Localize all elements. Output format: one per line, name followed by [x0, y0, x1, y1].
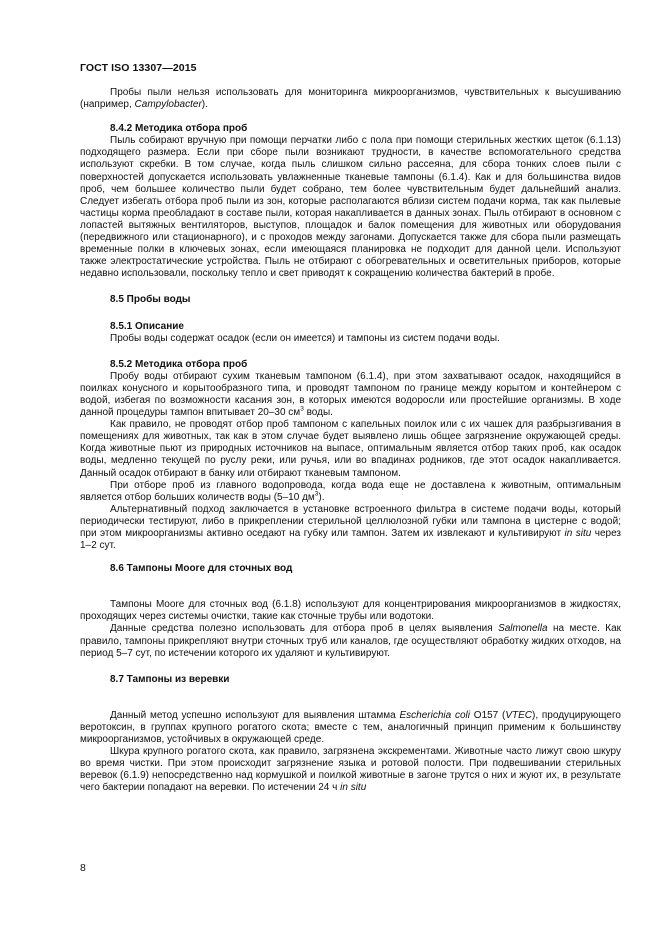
paragraph: Пробы пыли нельзя использовать для мониторинга микроорганизмов, чувствительных к высушиванию (например, Campylobacter). [80, 87, 621, 111]
section-heading-8-5-1: 8.5.1 Описание [110, 320, 184, 332]
paragraph: Пробы воды содержат осадок (если он имеется) и тампоны из систем подачи воды. [110, 332, 500, 344]
paragraph: При отборе проб из главного водопровода, когда вода еще не доставлена к животным, оптимальным является отбор больших количеств воды (5–10 $дм^3$). [80, 479, 621, 503]
standard-designation: ГОСТ ISO 13307—2015 [80, 62, 197, 74]
section-heading-8-7: 8.7 Тампоны из веревки [110, 673, 230, 685]
paragraph: Данные средства полезно использовать для отбора проб в целях выявления Salmonella на месте. Как правило, тампоны прикрепляют внутри сточных труб или каналов, где осуществляют обработку жидких отходов, на период 5–7 сут, по истечении которого их удаляют и культивируют. [80, 623, 621, 659]
paragraph: Шкура крупного рогатого скота, как правило, загрязнена экскрементами. Животные часто лижут свою шкуру во время чистки. При этом происходит загрязнение языка и ротовой полости. При подвешивании стерильных веревок (6.1.9) непосредственно над кормушкой и поилкой животные в загоне трутся о них и жуют их, в результате чего бактерии попадают на веревки. По истечении 24 ч in situ [80, 746, 621, 794]
paragraph: Как правило, не проводят отбор проб тампоном с капельных поилок или с их чашек для разбрызгивания в помещениях для животных, так как в этом случае будет выявлено лишь общее загрязнение окружающей среды. Когда животные пьют из природных источников на выпасе, оптимальным является отбор таких проб, как осадок воды, медленно текущей по руслу реки, или ручья, или во впадинах родников, где этот осадок накапливается. Данный осадок отбирают в банку или отбирают тканевым тампоном. [80, 419, 621, 479]
document-body [80, 87, 621, 795]
paragraph: Тампоны Moore для сточных вод (6.1.8) используют для концентрирования микроорганизмов в жидкостях, проходящих через системы очистки, такие как сточные трубы или водотоки. [80, 599, 621, 623]
paragraph: Пробу воды отбирают сухим тканевым тампоном (6.1.4), при этом захватывают осадок, находящийся в поилках конусного и корытообразного типа, и проводят тампоном по границе между корытом и контейнером с водой, избегая по возможности касания зон, в которых имеются водоросли или простейшие организмы. В ходе данной процедуры тампон впитывает 20–30 $см^3$ воды. [80, 370, 621, 419]
paragraph: Данный метод успешно используют для выявления штамма Escherichia coli O157 (VTEC), продуцирующего веротоксин, в группах крупного рогатого скота; вместе с тем, аналогичный принцип применим к большинству микроорганизмов, устойчивых в окружающей среде. [80, 709, 621, 746]
section-heading-8-4-2: 8.4.2 Методика отбора проб [110, 123, 248, 135]
paragraph: Пыль собирают вручную при помощи перчатки либо с пола при помощи стерильных жестких щеток (6.1.13) подходящего размера. Если при сборе пыли возникают трудности, в качестве вспомогательного средства используют скребки. В том случае, когда пыль слишком сильно рассеяна, для сбора тонких слоев пыли с поверхностей допускается использовать увлажненные тканевые тампоны (6.1.4). Как и для большинства видов проб, чем большее количество пыли будет собрано, тем более чувствительным будет дальнейший анализ. Следует избегать отбора проб пыли из зон, которые располагаются вблизи систем подачи корма, так как пылевые частицы корма преобладают в составе пыли, которая накапливается в данных зонах. Пыль отбирают в основном с лопастей вытяжных вентиляторов, выступов, площадок и балок помещения для животных или оборудования (передвижного или стационарного), и с проходов между загонами. Допускается также для сбора пыли размещать временные полки в ключевых зонах, если имеющаяся планировка не подходит для данной цели. Используют также электростатические устройства. Пыль не отбирают с обогревательных и осветительных приборов, которые недавно использовали, поскольку тепло и свет приводят к сокращению количества бактерий в пробе. [80, 135, 621, 280]
paragraph: Альтернативный подход заключается в установке встроенного фильтра в системе подачи воды, который периодически тестируют, либо в прикреплении стерильной целлюлозной губки или тампона в цистерне с водой; при этом микроорганизмы активно оседают на губку или тампон. Затем их извлекают и культивируют in situ через 1–2 сут. [80, 503, 622, 552]
section-heading-8-5-2: 8.5.2 Методика отбора проб [110, 358, 248, 370]
page-number: 8 [80, 862, 86, 874]
section-heading-8-6: 8.6 Тампоны Moore для сточных вод [110, 563, 293, 575]
section-heading-8-5: 8.5 Пробы воды [110, 294, 191, 306]
